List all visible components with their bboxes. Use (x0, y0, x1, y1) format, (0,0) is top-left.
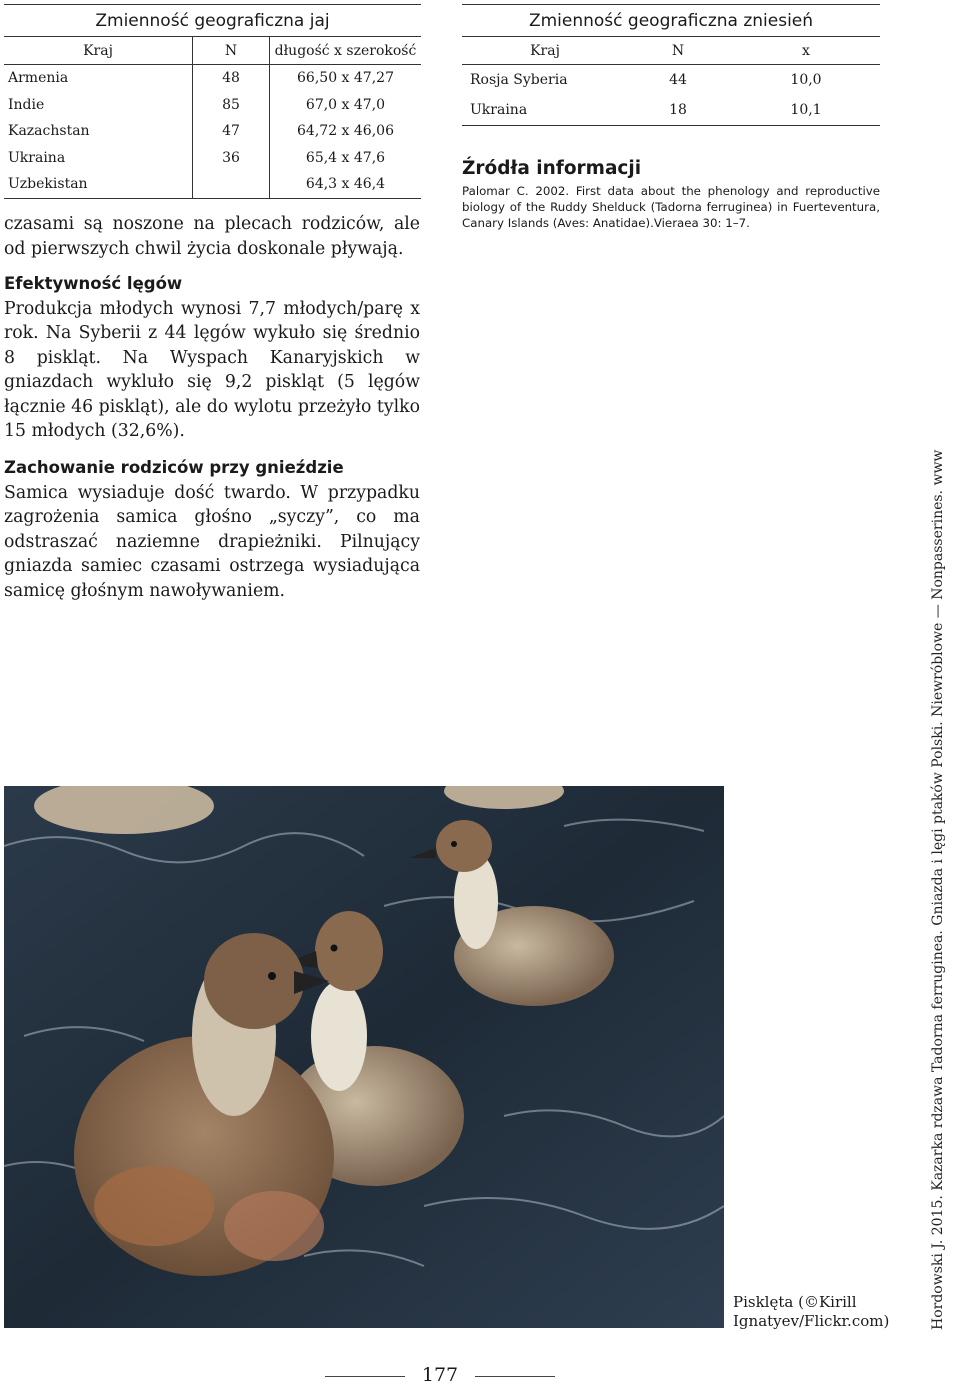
cell-size: 64,3 x 46,4 (270, 171, 422, 198)
section-breeding-efficiency (4, 272, 420, 444)
cell-country: Ukraina (4, 145, 193, 172)
page-footer (0, 1360, 880, 1390)
cell-n: 18 (624, 95, 732, 126)
cell-n (193, 171, 270, 198)
section-text: Produkcja młodych wynosi 7,7 młodych/parę x rok. Na Syberii z 44 lęgów wykuło się średnio 8 piskląt. Na Wyspach Kanaryjskich w gniazdach wykluło się 9,2 piskląt (5 lęgów łącznie 46 piskląt), ale do wylotu przeżyło tylko 15 młodych (32,6%). (4, 298, 420, 441)
sidebar-citation-text: Hordowski J. 2015. Kazarka rdzawa Tadorna ferruginea. Gniazda i lęgi ptaków Polski. Niewróblowe — Nonpasserines. www (930, 449, 946, 1330)
intro-paragraph (4, 212, 420, 261)
eggs-col-n: N (193, 37, 270, 65)
clutch-table (462, 36, 880, 126)
eggs-col-size: długość x szerokość (270, 37, 422, 65)
intro-text: czasami są noszone na plecach rodziców, ale od pierwszych chwil życia doskonale pływają. (4, 214, 420, 259)
cell-size: 64,72 x 46,06 (297, 123, 394, 140)
sources-reference: Palomar C. 2002. First data about the phenology and reproductive biology of the Ruddy Shelduck (Tadorna ferruginea) in Fuerteventura, Canary Islands (Aves: Anatidae).Vieraea 30: 1–7. (462, 184, 880, 230)
cell-country: Indie (4, 92, 193, 119)
sources-section (462, 158, 880, 231)
cell-n: 85 (193, 92, 270, 119)
cell-n: 36 (193, 145, 270, 172)
cell-size: 67,0 x 47,0 (305, 96, 386, 113)
page-number: 177 (421, 1364, 459, 1386)
clutch-table-header-row (462, 37, 880, 65)
ducklings-photo-image (4, 786, 724, 1328)
section-parent-behaviour (4, 456, 420, 603)
table-row (4, 92, 421, 119)
clutch-col-n: N (624, 37, 732, 65)
eggs-table-caption: Zmienność geograficzna jaj (95, 11, 330, 31)
eggs-geographic-table (4, 4, 421, 199)
cell-country: Armenia (4, 65, 193, 92)
ducklings-photo (4, 786, 724, 1328)
cell-country: Uzbekistan (4, 171, 193, 198)
sources-heading: Źródła informacji (462, 158, 642, 179)
eggs-table-header-row (4, 37, 421, 65)
cell-country: Kazachstan (4, 118, 193, 145)
eggs-col-country: Kraj (4, 37, 193, 65)
cell-n: 47 (193, 118, 270, 145)
table-row (462, 95, 880, 126)
cell-mean: 10,0 (790, 72, 822, 88)
clutch-table-caption: Zmienność geograficzna zniesień (528, 11, 814, 31)
cell-mean: 10,1 (732, 95, 880, 126)
cell-country: Rosja Syberia (470, 72, 568, 88)
section-heading: Efektywność lęgów (4, 274, 183, 293)
table-row (4, 65, 421, 92)
section-text: Samica wysiaduje dość twardo. W przypadku zagrożenia samica głośno „syczy”, co ma odstraszać naziemne drapieżniki. Pilnujący gniazda samiec czasami ostrzega wysiadująca samicę głośnym nawoływaniem. (4, 482, 420, 601)
clutch-col-country: Kraj (462, 37, 624, 65)
clutch-geographic-table (462, 4, 880, 126)
table-row (4, 145, 421, 172)
section-heading: Zachowanie rodziców przy gnieździe (4, 458, 344, 477)
footer-rule-left (325, 1376, 405, 1377)
table-row (4, 118, 421, 145)
clutch-col-mean: x (732, 37, 880, 65)
sidebar-citation (918, 0, 958, 1387)
table-row (4, 171, 421, 198)
photo-caption: Pisklęta (©Kirill Ignatyev/Flickr.com) (733, 1293, 890, 1330)
cell-n: 44 (669, 72, 687, 88)
cell-country: Ukraina (462, 95, 624, 126)
cell-size: 65,4 x 47,6 (305, 149, 386, 166)
footer-rule-right (475, 1376, 555, 1377)
cell-n: 48 (193, 65, 270, 92)
eggs-table (4, 36, 421, 199)
table-row (462, 65, 880, 96)
cell-size: 66,50 x 47,27 (297, 70, 394, 87)
